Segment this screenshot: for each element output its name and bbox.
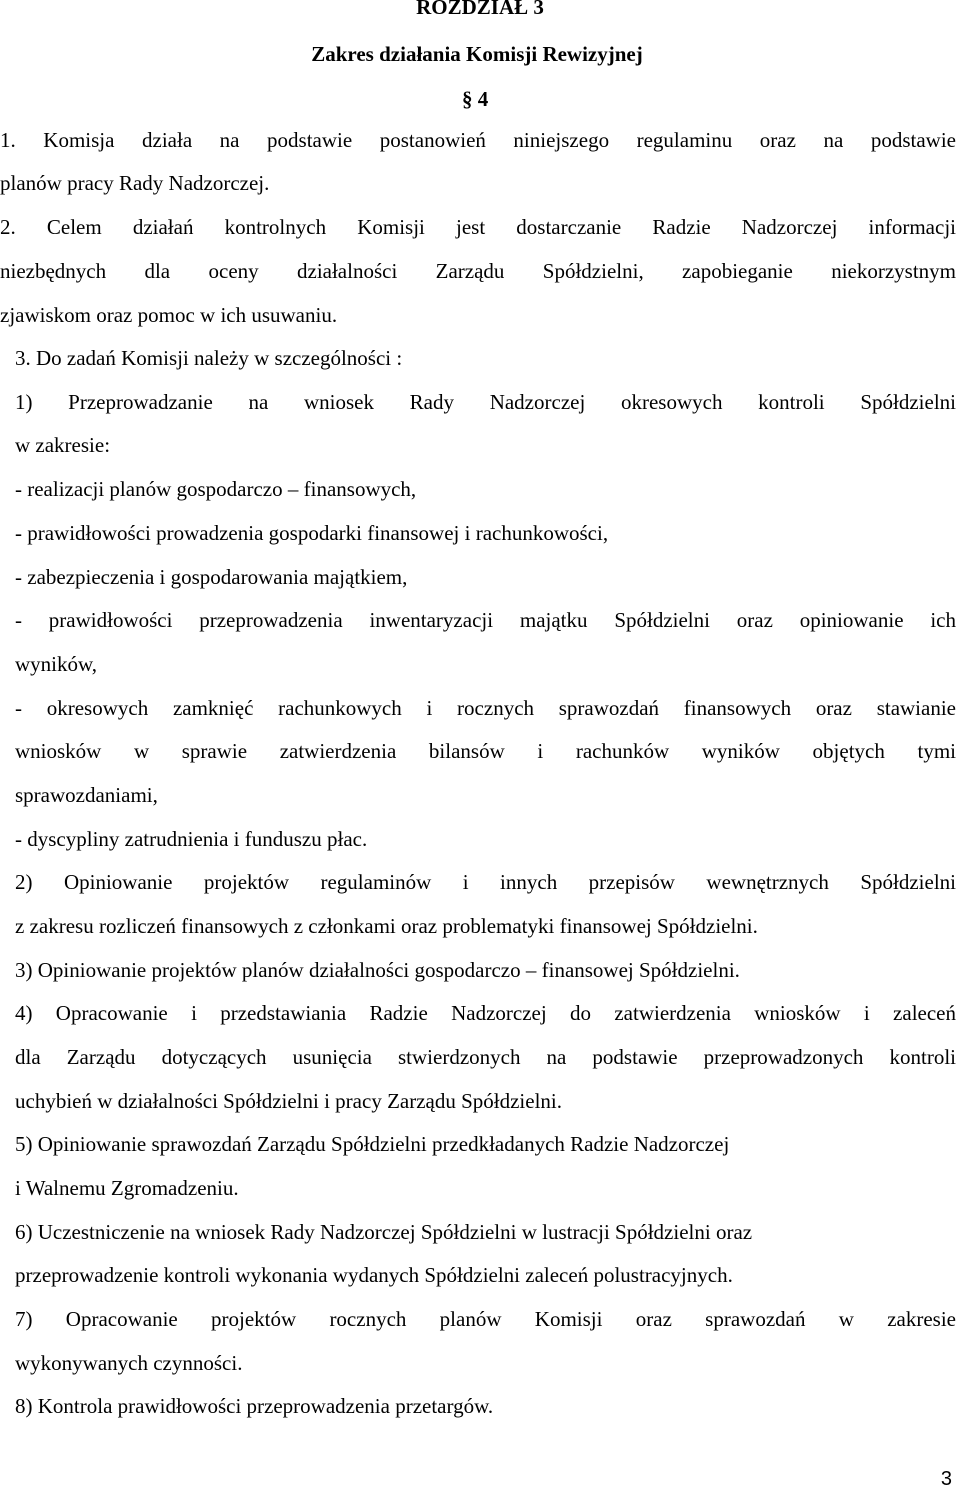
chapter-title: ROZDZIAŁ 3: [416, 0, 544, 19]
list-item: przeprowadzenie kontroli wykonania wydanych Spółdzielni zaleceń polustracyjnych.: [15, 1263, 733, 1287]
page-number: 3: [940, 1468, 952, 1490]
list-item: w zakresie:: [15, 433, 111, 457]
list-item: 3) Opiniowanie projektów planów działalności gospodarczo – finansowej Spółdzielni.: [15, 958, 740, 982]
list-item: - prawidłowości prowadzenia gospodarki finansowej i rachunkowości,: [15, 521, 609, 545]
list-item: z zakresu rozliczeń finansowych z członkami oraz problematyki finansowej Spółdzielni.: [15, 914, 758, 938]
list-item: 8) Kontrola prawidłowości przeprowadzenia przetargów.: [15, 1394, 494, 1418]
list-item: - prawidłowości przeprowadzenia inwentaryzacji majątku Spółdzielni oraz opiniowanie ich: [15, 608, 956, 632]
list-item: - okresowych zamknięć rachunkowych i rocznych sprawozdań finansowych oraz stawianie: [15, 696, 956, 720]
list-item: sprawozdaniami,: [15, 783, 158, 807]
paragraph-line: planów pracy Rady Nadzorczej.: [0, 171, 270, 195]
list-item: 7) Opracowanie projektów rocznych planów Komisji oraz sprawozdań w zakresie: [15, 1307, 956, 1331]
paragraph-line: 3. Do zadań Komisji należy w szczególności :: [15, 346, 403, 370]
section-number: § 4: [462, 87, 489, 111]
list-item: 2) Opiniowanie projektów regulaminów i innych przepisów wewnętrznych Spółdzielni: [15, 870, 956, 894]
list-item: - dyscypliny zatrudnienia i funduszu płac.: [15, 827, 368, 851]
list-item: 1) Przeprowadzanie na wniosek Rady Nadzorczej okresowych kontroli Spółdzielni: [15, 390, 956, 414]
list-item: wyników,: [15, 652, 98, 676]
list-item: - zabezpieczenia i gospodarowania majątkiem,: [15, 565, 408, 589]
chapter-subtitle: Zakres działania Komisji Rewizyjnej: [311, 42, 643, 66]
list-item: dla Zarządu dotyczących usunięcia stwierdzonych na podstawie przeprowadzonych kontroli: [15, 1045, 956, 1069]
list-item: wykonywanych czynności.: [15, 1351, 243, 1375]
list-item: i Walnemu Zgromadzeniu.: [15, 1176, 239, 1200]
list-item: - realizacji planów gospodarczo – finansowych,: [15, 477, 417, 501]
list-item: 4) Opracowanie i przedstawiania Radzie Nadzorczej do zatwierdzenia wniosków i zaleceń: [15, 1001, 956, 1025]
paragraph-line: 1. Komisja działa na podstawie postanowień niniejszego regulaminu oraz na podstawie: [0, 128, 956, 152]
list-item: wniosków w sprawie zatwierdzenia bilansów i rachunków wyników objętych tymi: [15, 739, 956, 763]
paragraph-line: zjawiskom oraz pomoc w ich usuwaniu.: [0, 303, 338, 327]
paragraph-line: 2. Celem działań kontrolnych Komisji jest dostarczanie Radzie Nadzorczej informacji: [0, 215, 956, 239]
list-item: 6) Uczestniczenie na wniosek Rady Nadzorczej Spółdzielni w lustracji Spółdzielni oraz: [15, 1220, 753, 1244]
paragraph-line: niezbędnych dla oceny działalności Zarządu Spółdzielni, zapobieganie niekorzystnym: [0, 259, 956, 283]
list-item: 5) Opiniowanie sprawozdań Zarządu Spółdzielni przedkładanych Radzie Nadzorczej: [15, 1132, 730, 1156]
list-item: uchybień w działalności Spółdzielni i pracy Zarządu Spółdzielni.: [15, 1089, 563, 1113]
